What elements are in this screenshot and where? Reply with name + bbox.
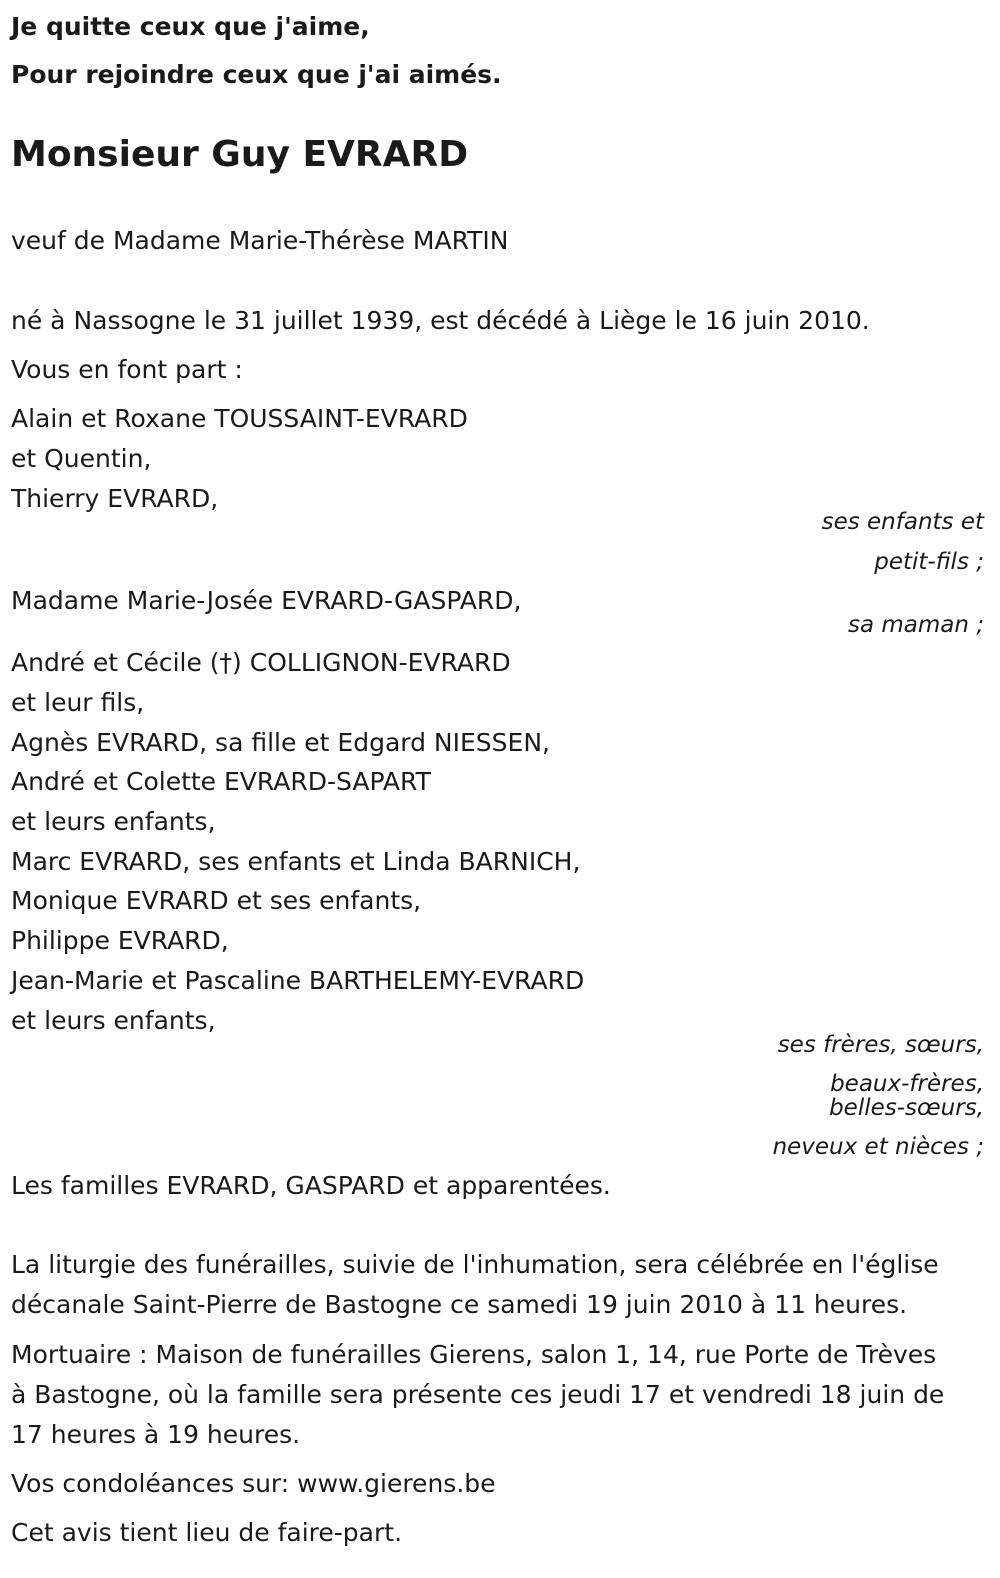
funeral-line-2: décanale Saint-Pierre de Bastogne ce samedi 19 juin 2010 à 11 heures. <box>11 1290 908 1319</box>
family-line: Alain et Roxane TOUSSAINT-EVRARD <box>11 404 468 433</box>
relation-label: ses enfants et <box>821 509 984 535</box>
family-line: Madame Marie-Josée EVRARD-GASPARD, <box>11 586 522 615</box>
family-line: et leurs enfants, <box>11 1006 216 1035</box>
epigraph-line-2: Pour rejoindre ceux que j'ai aimés. <box>11 60 502 89</box>
mortuary-line-2: à Bastogne, où la famille sera présente ces jeudi 17 et vendredi 18 juin de <box>11 1380 945 1409</box>
mortuary-line-1: Mortuaire : Maison de funérailles Gierens, salon 1, 14, rue Porte de Trèves <box>11 1340 937 1369</box>
relation-label: neveux et nièces ; <box>772 1134 984 1160</box>
family-line: et leur fils, <box>11 688 145 717</box>
family-line: Marc EVRARD, ses enfants et Linda BARNICH, <box>11 847 581 876</box>
birth-death-line: né à Nassogne le 31 juillet 1939, est décédé à Liège le 16 juin 2010. <box>11 306 870 335</box>
funeral-line-1: La liturgie des funérailles, suivie de l'inhumation, sera célébrée en l'église <box>11 1250 939 1279</box>
condolences-line: Vos condoléances sur: www.gierens.be <box>11 1469 496 1498</box>
family-line: André et Colette EVRARD-SAPART <box>11 767 431 796</box>
family-line: André et Cécile (†) COLLIGNON-EVRARD <box>11 648 511 677</box>
mortuary-line-3: 17 heures à 19 heures. <box>11 1420 301 1449</box>
family-line: et leurs enfants, <box>11 807 216 836</box>
relation-label: beaux-frères, <box>830 1071 984 1097</box>
epigraph-line-1: Je quitte ceux que j'aime, <box>11 12 370 41</box>
relation-label: petit-fils ; <box>874 549 984 575</box>
deceased-name: Monsieur Guy EVRARD <box>11 134 469 175</box>
spouse-line: veuf de Madame Marie-Thérèse MARTIN <box>11 226 509 255</box>
family-line: Philippe EVRARD, <box>11 926 229 955</box>
family-line: Monique EVRARD et ses enfants, <box>11 886 422 915</box>
relation-label: ses frères, sœurs, <box>777 1032 984 1058</box>
families-line: Les familles EVRARD, GASPARD et apparentées. <box>11 1171 611 1200</box>
announce-line: Vous en font part : <box>11 355 243 384</box>
family-line: Jean-Marie et Pascaline BARTHELEMY-EVRARD <box>11 966 585 995</box>
family-line: et Quentin, <box>11 444 152 473</box>
relation-label: sa maman ; <box>847 612 984 638</box>
relation-label: belles-sœurs, <box>829 1095 984 1121</box>
family-line: Thierry EVRARD, <box>11 484 219 513</box>
notice-line: Cet avis tient lieu de faire-part. <box>11 1518 403 1547</box>
family-line: Agnès EVRARD, sa fille et Edgard NIESSEN, <box>11 728 550 757</box>
